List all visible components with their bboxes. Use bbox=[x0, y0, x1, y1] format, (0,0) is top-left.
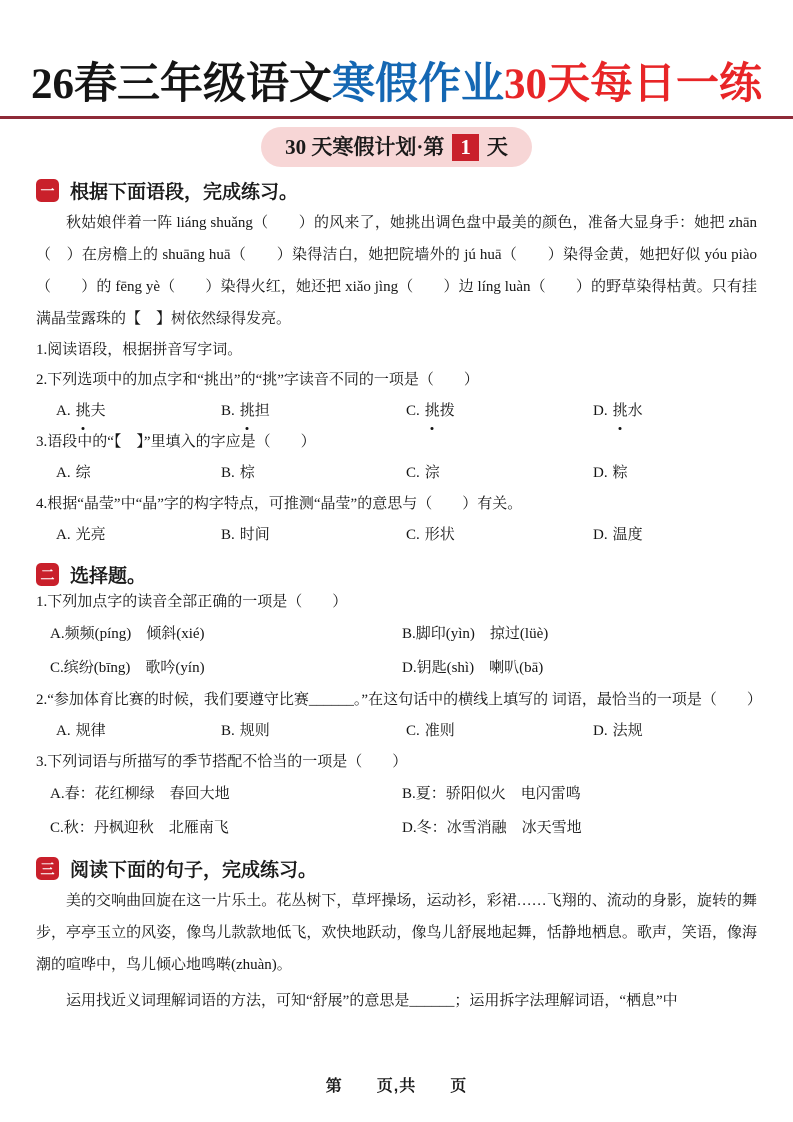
section1-title: 根据下面语段，完成练习。 bbox=[70, 182, 299, 203]
day-number: 1 bbox=[452, 134, 479, 161]
option-d: D.钥匙(shì) 喇叭(bā) bbox=[402, 660, 544, 676]
option-d: D. 挑水 bbox=[593, 395, 757, 427]
option-a: A. 规律 bbox=[56, 723, 106, 739]
badge-prefix: 30 天寒假计划·第 bbox=[285, 135, 445, 159]
option-b: B. 挑担 bbox=[221, 395, 406, 427]
option-d: D.冬：冰雪消融 冰天雪地 bbox=[402, 820, 582, 836]
section3-q1: 运用找近义词理解词语的方法，可知“舒展”的意思是______；运用拆字法理解词语，“栖息”中 bbox=[66, 993, 678, 1009]
option-d: D. 温度 bbox=[593, 527, 643, 543]
day-plan-badge bbox=[261, 127, 532, 167]
section1-q1: 1.阅读语段，根据拼音写字词。 bbox=[36, 342, 243, 358]
section2-q2-options bbox=[36, 715, 757, 747]
section3-title: 阅读下面的句子，完成练习。 bbox=[70, 860, 318, 881]
section1-q2-text: 2.下列选项中的加点字和“挑出”的“挑”字读音不同的一项是（ ） bbox=[36, 372, 479, 388]
section2-q1-options-row2 bbox=[36, 651, 757, 685]
option-d: D. 法规 bbox=[593, 723, 643, 739]
section1-q4-text: 4.根据“晶莹”中“晶”字的构字特点，可推测“晶莹”的意思与（ ）有关。 bbox=[36, 496, 523, 512]
section2-q3-text: 3.下列词语与所描写的季节搭配不恰当的一项是（ ） bbox=[36, 754, 408, 770]
page-footer bbox=[0, 1073, 793, 1096]
section2-q3-options-row2 bbox=[36, 811, 757, 845]
title-part-blue: 寒假作业 bbox=[332, 61, 504, 108]
option-d: D. 粽 bbox=[593, 465, 628, 481]
option-a: A.频频(píng) 倾斜(xié) bbox=[50, 626, 205, 642]
section1-q4-options bbox=[36, 519, 757, 551]
section3-number-badge: 三 bbox=[36, 857, 59, 880]
section2-title: 选择题。 bbox=[70, 566, 147, 587]
title-part-red: 30天每日一练 bbox=[504, 61, 762, 108]
option-c: C. 形状 bbox=[406, 527, 455, 543]
section1-q2-options bbox=[36, 395, 757, 427]
option-b: B. 规则 bbox=[221, 723, 270, 739]
section3-passage: 美的交响曲回旋在这一片乐土。花丛树下，草坪操场，运动衫，彩裙……飞翔的、流动的身影，旋转的舞步，亭亭玉立的风姿，像鸟儿款款地低飞，欢快地跃动，像鸟儿舒展地起舞，恬静地栖息。歌声，笑语，像海潮的喧哗中，鸟儿倾心地鸣啭(zhuàn)。 bbox=[36, 893, 757, 973]
option-c: C.秋：丹枫迎秋 北雁南飞 bbox=[50, 820, 229, 836]
section2-q3-options-row1 bbox=[36, 777, 757, 811]
section1-q3-options bbox=[36, 457, 757, 489]
section2-q1-text: 1.下列加点字的读音全部正确的一项是（ ） bbox=[36, 594, 348, 610]
section1-number-badge: 一 bbox=[36, 179, 59, 202]
option-b: B. 棕 bbox=[221, 465, 255, 481]
section2-number-badge: 二 bbox=[36, 563, 59, 586]
worksheet-content bbox=[0, 178, 793, 1017]
page-number-text: 第 页,共 页 bbox=[325, 1078, 468, 1095]
section2-q1-options-row1 bbox=[36, 617, 757, 651]
title-part-black: 26春三年级语文 bbox=[31, 61, 332, 108]
page-title bbox=[0, 50, 793, 111]
badge-row bbox=[0, 127, 793, 167]
option-a: A.春：花红柳绿 春回大地 bbox=[50, 786, 230, 802]
option-c: C. 准则 bbox=[406, 723, 455, 739]
option-a: A. 综 bbox=[56, 465, 91, 481]
section1-q3-text: 3.语段中的“【 】”里填入的字应是（ ） bbox=[36, 434, 316, 450]
option-b: B. 时间 bbox=[221, 527, 270, 543]
section1-passage: 秋姑娘伴着一阵 liáng shuǎng（ ）的风来了，她挑出调色盘中最美的颜色，准备大显身手：她把 zhān（ ）在房檐上的 shuāng huā（ ）染得洁白，她把院墙外的 jú huā（ ）染得金黄，她把好似 yóu piào（ ）的 fēng yè（ ）染得火红，她还把 xiǎo jìng（ ）边 líng luàn（ ）的野草染得枯黄。只有挂满晶莹露珠的【 】树依然绿得发亮。 bbox=[36, 215, 757, 327]
option-c: C.缤纷(bīng) 歌吟(yín) bbox=[50, 660, 205, 676]
section2-q2-text: 2.“参加体育比赛的时候，我们要遵守比赛______。”在这句话中的横线上填写的 词语，最恰当的一项是（ ） bbox=[36, 692, 762, 708]
option-b: B.夏：骄阳似火 电闪雷鸣 bbox=[402, 786, 581, 802]
option-b: B.脚印(yìn) 掠过(lüè) bbox=[402, 626, 549, 642]
option-c: C. 淙 bbox=[406, 465, 440, 481]
section3-header bbox=[36, 856, 757, 881]
title-band bbox=[0, 0, 793, 119]
option-c: C. 挑拨 bbox=[406, 395, 593, 427]
section2-header bbox=[36, 562, 757, 587]
badge-suffix: 天 bbox=[486, 135, 508, 159]
section1-header bbox=[36, 178, 757, 203]
option-a: A. 挑夫 bbox=[56, 395, 221, 427]
option-a: A. 光亮 bbox=[56, 527, 106, 543]
